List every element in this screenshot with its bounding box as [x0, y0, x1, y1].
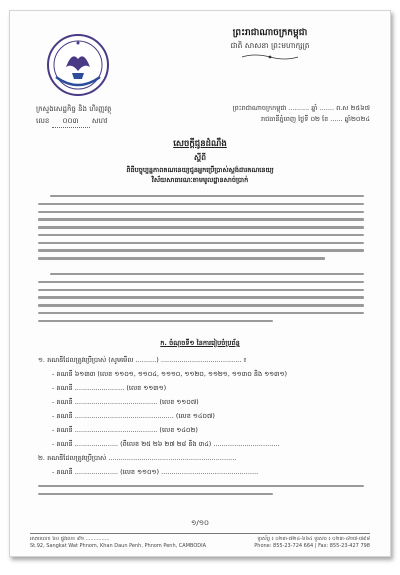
section-heading: ក. ចំណុចទី១ នៃការរៀបចំប្រព័ន្ធ: [160, 339, 240, 347]
list-item-prefix: ២.: [38, 454, 45, 462]
notice-heading-line: វិស័យសាធារណៈតាមមូលដ្ឋានសាច់ប្រាក់: [151, 176, 249, 184]
notice-subtitle: ស្តីពី: [194, 153, 206, 162]
list-item-text: គណនី ................................................ (លេខ ១៤០៧): [56, 412, 215, 420]
footer-address-en: St.92, Sangkat Wat Phnom, Khan Daun Penh, Phnom Penh, CAMBODIA: [30, 543, 207, 549]
reference-value: ០០៣: [52, 117, 90, 128]
kingdom-line: ព្រះរាជាណាចក្រកម្ពុជា: [232, 28, 308, 38]
list-item: [38, 409, 368, 423]
list-item-prefix: -: [52, 412, 55, 420]
list-item-prefix: -: [52, 384, 55, 392]
list-item-text: គណនី ........................ (លេខ ១១៣១): [56, 384, 167, 392]
body-paragraph: [38, 485, 364, 501]
list-item-text: គណនី ៦១៣៣ (លេខ ១១០១, ១១០៤, ១១១០, ១១២០, ១១២១, ១១៣០ និង ១១៣១): [56, 370, 288, 378]
list-item-text: គណនី ..................... (លេខ ១១០១) ...............................................: [56, 468, 259, 476]
divider-ornament-icon: [240, 53, 300, 61]
footer-address: [30, 536, 210, 550]
list-item-prefix: -: [52, 398, 55, 406]
list-item: [38, 367, 368, 381]
reference-suffix: សហវ: [91, 117, 108, 125]
body-paragraph: [38, 195, 364, 265]
lunar-date-line: ព្រះរាជាណាចក្រកម្ពុជា .......... ឆ្នាំ ....... ព.ស ២៥៦៧: [232, 104, 370, 112]
body-paragraph: [38, 273, 364, 327]
notice-title: សេចក្តីជូនដំណឹង: [173, 139, 227, 149]
list-item: [38, 423, 368, 437]
list-item-prefix: -: [52, 426, 55, 434]
list-item: [38, 395, 368, 409]
footer-contact-en: Phone: 855-23-724 664 | Fax: 855-23-427 798: [254, 543, 370, 549]
item-list: [38, 353, 368, 479]
list-item-prefix: -: [52, 370, 55, 378]
footer-contact: [230, 536, 370, 550]
notice-heading: [40, 165, 360, 185]
list-item-text: គណនី ........................................ (លេខ ១១០៧): [56, 398, 199, 406]
list-item: [38, 381, 368, 395]
ministry-seal-icon: [46, 33, 110, 97]
reference-label: លេខ: [36, 117, 50, 125]
footer-contact-kh: ទូរស័ព្ទ ៖ ០២៣-៧២៤-៦៦៤ ទូរសារ ៖ ០២៣-៤២៧-៧៩៨: [257, 536, 370, 542]
notice-heading-line: ពិធីបច្ចុប្បន្នភាពគណនេយ្យជូនអ្នកប្រើប្រាស់ស្តង់ដារគណនេយ្យ: [126, 166, 274, 174]
list-item-text: គណនី ........................................ (លេខ ១៤០២): [56, 426, 198, 434]
list-item: [38, 437, 368, 451]
motto-line: ជាតិ សាសនា ព្រះមហាក្សត្រ: [230, 41, 310, 50]
list-item-text: គណនីដែលត្រូវប្រើប្រាស់ ..............................................................: [47, 454, 237, 462]
date-block: [200, 103, 370, 125]
list-item-prefix: -: [52, 440, 55, 448]
list-item: [38, 451, 368, 465]
list-item-prefix: ១.: [38, 356, 45, 364]
document-page: [9, 10, 391, 557]
list-item: [38, 353, 368, 367]
footer-divider: [30, 533, 370, 534]
footer-address-kh: អាគារលេខ ៦០ ផ្លូវលេខ ៩២ ...............: [30, 536, 110, 542]
list-item-text: គណនីដែលត្រូវប្រើប្រាស់ (សូមមើល ..........) ....................................... ៖: [47, 356, 247, 364]
solar-date-line: រាជធានីភ្នំពេញ ថ្ងៃទី ០២ ខែ ...... ឆ្នាំ២០២៤: [260, 115, 370, 123]
reference-number: [36, 117, 107, 128]
page-number: ១/១០: [191, 519, 209, 527]
ministry-name: ក្រសួងសេដ្ឋកិច្ច និង ហិរញ្ញវត្ថុ: [36, 105, 112, 113]
list-item: [38, 465, 368, 479]
list-item-text: គណនី ..................... (ពីលេខ ២៥ ២៦ ២៧ ២៨ និង ៣៤) ................................: [56, 440, 280, 448]
list-item-prefix: -: [52, 468, 55, 476]
